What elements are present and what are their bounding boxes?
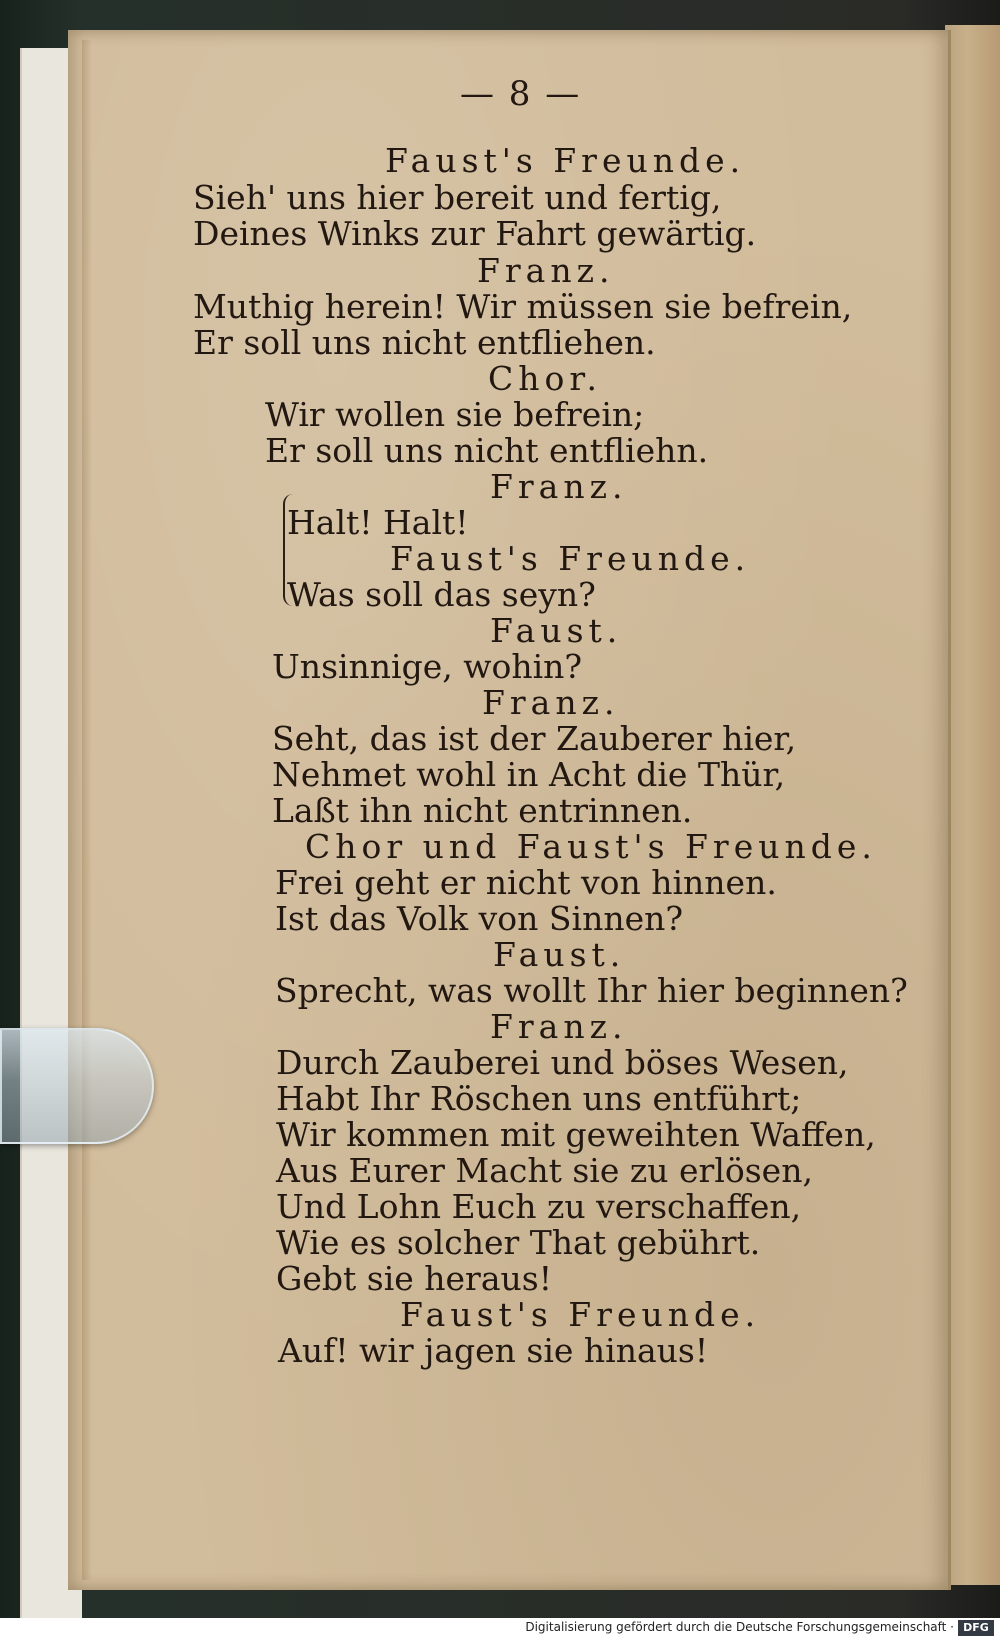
facing-page-edge (945, 25, 1000, 1585)
verse-line: Unsinnige, wohin? (272, 647, 583, 686)
funding-credit: Digitalisierung gefördert durch die Deutsche Forschungsgemeinschaft · (525, 1620, 954, 1634)
verse-line: Wir wollen sie befrein; (265, 395, 645, 434)
verse-line: Ist das Volk von Sinnen? (275, 899, 684, 938)
speaker-heading: Chor. (488, 359, 603, 398)
verse-line: Durch Zauberei und böses Wesen, (276, 1043, 849, 1082)
verse-line: Auf! wir jagen sie hinaus! (278, 1331, 709, 1370)
verse-line: Er soll uns nicht entfliehen. (193, 323, 656, 362)
page-gutter-shadow (82, 40, 92, 1580)
verse-line: Laßt ihn nicht entrinnen. (272, 791, 693, 830)
speaker-heading: Faust's Freunde. (400, 1295, 761, 1334)
verse-line: Gebt sie heraus! (276, 1259, 552, 1298)
verse-line: Was soll das seyn? (287, 575, 596, 614)
verse-line: Halt! Halt! (287, 503, 469, 542)
verse-line: Muthig herein! Wir müssen sie befrein, (193, 287, 853, 326)
verse-line: Habt Ihr Röschen uns entführt; (276, 1079, 802, 1118)
verse-line: Seht, das ist der Zauberer hier, (272, 719, 797, 758)
footer-bar (0, 1618, 1000, 1639)
speaker-heading: Faust. (490, 611, 623, 650)
verse-line: Wie es solcher That gebührt. (276, 1223, 761, 1262)
page-number: — 8 — (460, 74, 582, 114)
verse-line: Deines Winks zur Fahrt gewärtig. (193, 214, 757, 253)
page-clip (0, 1028, 154, 1144)
dfg-logo: DFG (958, 1620, 994, 1636)
speaker-heading: Faust. (493, 935, 626, 974)
speaker-heading: Faust's Freunde. (390, 539, 751, 578)
verse-line: Frei geht er nicht von hinnen. (275, 863, 777, 902)
speaker-heading: Chor und Faust's Freunde. (305, 827, 877, 866)
verse-line: Sieh' uns hier bereit und fertig, (193, 178, 722, 217)
verse-line: Sprecht, was wollt Ihr hier beginnen? (275, 971, 908, 1010)
verse-line: Aus Eurer Macht sie zu erlösen, (276, 1151, 813, 1190)
speaker-heading: Faust's Freunde. (385, 141, 746, 180)
speaker-heading: Franz. (490, 1007, 628, 1046)
speaker-heading: Franz. (477, 251, 615, 290)
verse-line: Und Lohn Euch zu verschaffen, (276, 1187, 802, 1226)
speaker-heading: Franz. (490, 467, 628, 506)
verse-line: Er soll uns nicht entfliehn. (265, 431, 709, 470)
verse-line: Nehmet wohl in Acht die Thür, (272, 755, 786, 794)
verse-line: Wir kommen mit geweihten Waffen, (276, 1115, 876, 1154)
speaker-heading: Franz. (482, 683, 620, 722)
